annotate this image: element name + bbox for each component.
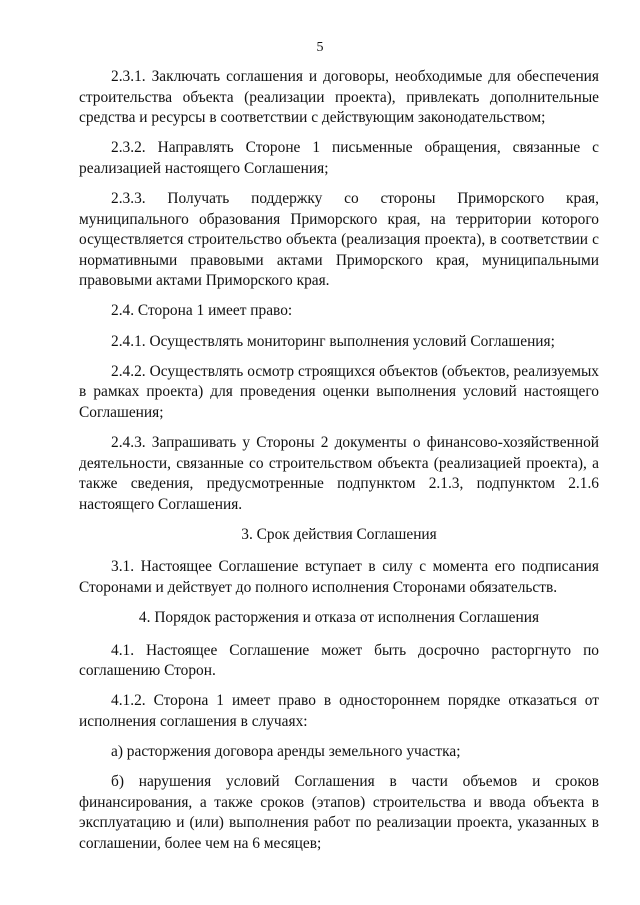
document-body xyxy=(79,67,599,864)
paragraph-4-1-2: 4.1.2. Сторона 1 имеет право в одностороннем порядке отказаться от исполнения соглашения в случаях: xyxy=(79,692,599,730)
page-number: 5 xyxy=(316,40,324,55)
section-heading-3: 3. Срок действия Соглашения xyxy=(241,525,437,543)
paragraph-2-4: 2.4. Сторона 1 имеет право: xyxy=(111,302,293,320)
paragraph-4-1: 4.1. Настоящее Соглашение может быть досрочно расторгнуто по соглашению Сторон. xyxy=(79,641,599,680)
paragraph-2-4-3: 2.4.3. Запрашивать у Стороны 2 документы о финансово-хозяйственной деятельности, связанные со строительством объекта (реализацией проекта), а также сведения, предусмотренные подпунктом 2.1.3, подпунктом 2.1.6 настоящего Соглашения. xyxy=(79,433,599,513)
paragraph-2-3-2: 2.3.2. Направлять Стороне 1 письменные обращения, связанные с реализацией настоящего Соглашения; xyxy=(79,139,599,177)
paragraph-2-4-2: 2.4.2. Осуществлять осмотр строящихся объектов (объектов, реализуемых в рамках проекта) для проведения оценки выполнения условий настоящего Соглашения; xyxy=(79,362,599,421)
paragraph-4-1-2-b: б) нарушения условий Соглашения в части объемов и сроков финансирования, а также сроков (этапов) строительства и ввода объекта в эксплуатацию и (или) выполнения работ по реализации проекта, указанных в соглашении, более чем на 6 месяцев; xyxy=(79,773,599,852)
paragraph-2-3-1: 2.3.1. Заключать соглашения и договоры, необходимые для обеспечения строительства объекта (реализации проекта), привлекать дополнительные средства и ресурсы в соответствии с действующим законодательством; xyxy=(79,68,599,127)
paragraph-3-1: 3.1. Настоящее Соглашение вступает в силу с момента его подписания Сторонами и действует до полного исполнения Сторонами обязательств. xyxy=(79,558,599,596)
section-heading-4: 4. Порядок расторжения и отказа от исполнения Соглашения xyxy=(138,609,540,627)
paragraph-2-4-1: 2.4.1. Осуществлять мониторинг выполнения условий Соглашения; xyxy=(111,332,555,350)
paragraph-4-1-2-a: а) расторжения договора аренды земельного участка; xyxy=(111,743,461,761)
paragraph-2-3-3: 2.3.3. Получать поддержку со стороны Приморского края, муниципального образования Приморского края, на территории которого осуществляется строительство объекта (реализация проекта), в соответствии с нормативными правовыми актами Приморского края, муниципальными правовыми актами Приморского края. xyxy=(79,189,599,290)
